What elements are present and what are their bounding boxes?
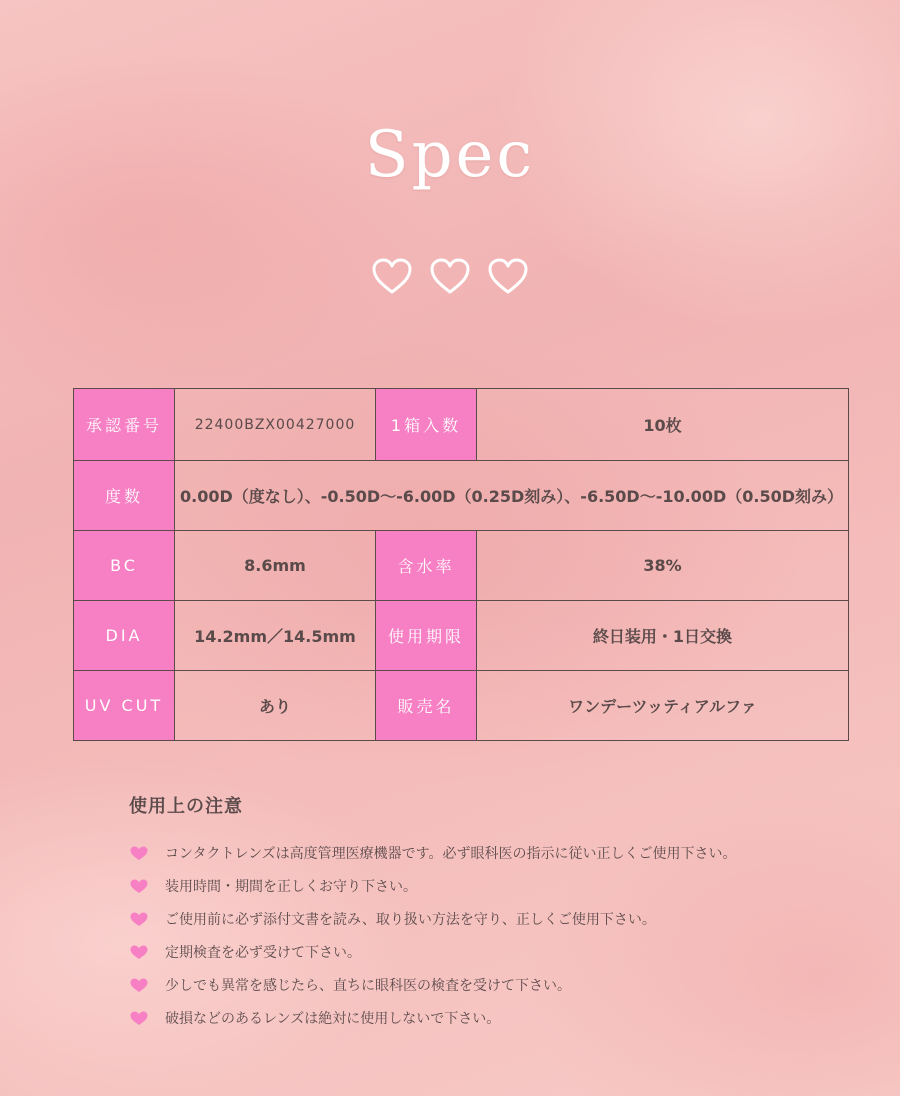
bc-value: 8.6mm — [175, 531, 376, 601]
heart-icon — [129, 845, 149, 861]
bc-label: BC — [74, 531, 175, 601]
list-item — [129, 869, 849, 902]
heart-icon — [129, 878, 149, 894]
list-item — [129, 968, 849, 1001]
heart-icon — [129, 1010, 149, 1026]
name-value: ワンデーツッティアルファ — [477, 671, 849, 741]
spec-row — [74, 389, 849, 461]
note-text: 定期検査を必ず受けて下さい。 — [165, 944, 361, 961]
spec-row — [74, 671, 849, 741]
note-text: 破損などのあるレンズは絶対に使用しないで下さい。 — [165, 1010, 501, 1027]
dia-value: 14.2mm／14.5mm — [175, 601, 376, 671]
name-label: 販売名 — [376, 671, 477, 741]
spec-table — [73, 388, 849, 741]
list-item — [129, 836, 849, 869]
spec-row — [74, 601, 849, 671]
uv-label: UV CUT — [74, 671, 175, 741]
note-text: ご使用前に必ず添付文書を読み、取り扱い方法を守り、正しくご使用下さい。 — [165, 911, 656, 928]
count-label: 1箱入数 — [376, 389, 477, 461]
list-item — [129, 902, 849, 935]
heart-outline-icon — [486, 256, 530, 296]
list-item — [129, 935, 849, 968]
heart-outline-icon — [428, 256, 472, 296]
list-item — [129, 1001, 849, 1034]
water-value: 38% — [477, 531, 849, 601]
water-label: 含水率 — [376, 531, 477, 601]
note-text: コンタクトレンズは高度管理医療機器です。必ず眼科医の指示に従い正しくご使用下さい。 — [165, 845, 737, 862]
heart-icon — [129, 911, 149, 927]
page-title: Spec — [364, 118, 536, 192]
spec-row — [74, 531, 849, 601]
heart-icon — [129, 977, 149, 993]
heart-icon — [129, 944, 149, 960]
period-value: 終日装用・1日交換 — [477, 601, 849, 671]
dia-label: DIA — [74, 601, 175, 671]
heart-outline-icon — [370, 256, 414, 296]
heart-decoration — [0, 256, 900, 296]
approval-label: 承認番号 — [74, 389, 175, 461]
approval-value: 22400BZX00427000 — [175, 389, 376, 461]
power-label: 度数 — [74, 461, 175, 531]
uv-value: あり — [175, 671, 376, 741]
period-label: 使用期限 — [376, 601, 477, 671]
power-value: 0.00D（度なし）、-0.50D～-6.00D（0.25D刻み）、-6.50D～-10.00D（0.50D刻み） — [175, 461, 849, 531]
count-value: 10枚 — [477, 389, 849, 461]
note-text: 少しでも異常を感じたら、直ちに眼科医の検査を受けて下さい。 — [165, 977, 571, 994]
notes-list — [129, 836, 849, 1034]
spec-row — [74, 461, 849, 531]
note-text: 装用時間・期間を正しくお守り下さい。 — [165, 878, 417, 895]
notes-title: 使用上の注意 — [129, 796, 243, 817]
